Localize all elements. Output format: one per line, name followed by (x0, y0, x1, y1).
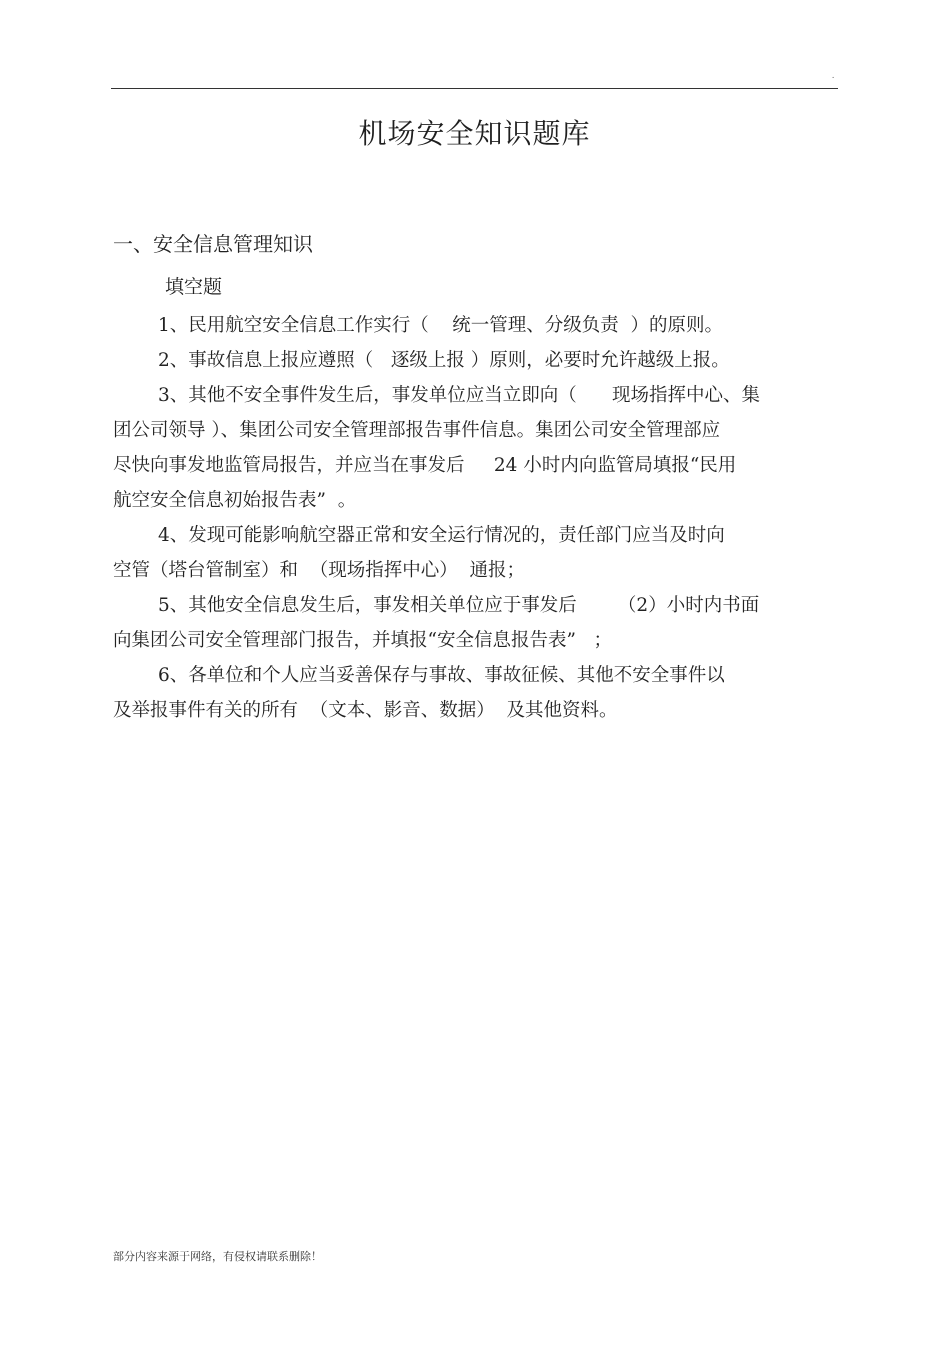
question-2 (113, 343, 833, 378)
question-line: 航空安全信息初始报告表” 。 (113, 490, 357, 511)
document-title: 机场安全知识题库 (358, 117, 591, 150)
question-line: 4、发现可能影响航空器正常和安全运行情况的，责任部门应当及时向 (158, 525, 725, 546)
question-list (113, 308, 833, 728)
question-line: 3、其他不安全事件发生后，事发单位应当立即向（ 现场指挥中心、集 (158, 385, 761, 406)
question-6 (113, 658, 833, 728)
question-line: 5、其他安全信息发生后，事发相关单位应于事发后 （2）小时内书面 (158, 595, 760, 616)
question-line: 2、事故信息上报应遵照（ 逐级上报 ）原则，必要时允许越级上报。 (158, 350, 730, 371)
question-1 (113, 308, 833, 343)
question-line: 团公司领导 ）、集团公司安全管理部报告事件信息。集团公司安全管理部应 (113, 420, 721, 441)
question-4 (113, 518, 833, 588)
question-line: 向集团公司安全管理部门报告，并填报“安全信息报告表” ； (113, 630, 613, 651)
question-3 (113, 378, 833, 518)
section-heading: 一、安全信息管理知识 (113, 232, 313, 256)
header-rule (111, 88, 838, 89)
question-line: 6、各单位和个人应当妥善保存与事故、事故征候、其他不安全事件以 (158, 665, 725, 686)
question-line: 及举报事件有关的所有 （文本、影音、数据） 及其他资料。 (113, 700, 618, 721)
subsection-heading: 填空题 (165, 276, 223, 298)
question-line: 尽快向事发地监管局报告，并应当在事发后 24 小时内向监管局填报“民用 (113, 455, 737, 476)
header-mark: . (832, 70, 835, 80)
question-line: 1、民用航空安全信息工作实行（ 统一管理、分级负责 ）的原则。 (158, 315, 724, 336)
footer-disclaimer: 部分内容来源于网络，有侵权请联系删除！ (113, 1250, 322, 1263)
question-line: 空管（塔台管制室）和 （现场指挥中心） 通报； (113, 560, 526, 581)
question-5 (113, 588, 833, 658)
